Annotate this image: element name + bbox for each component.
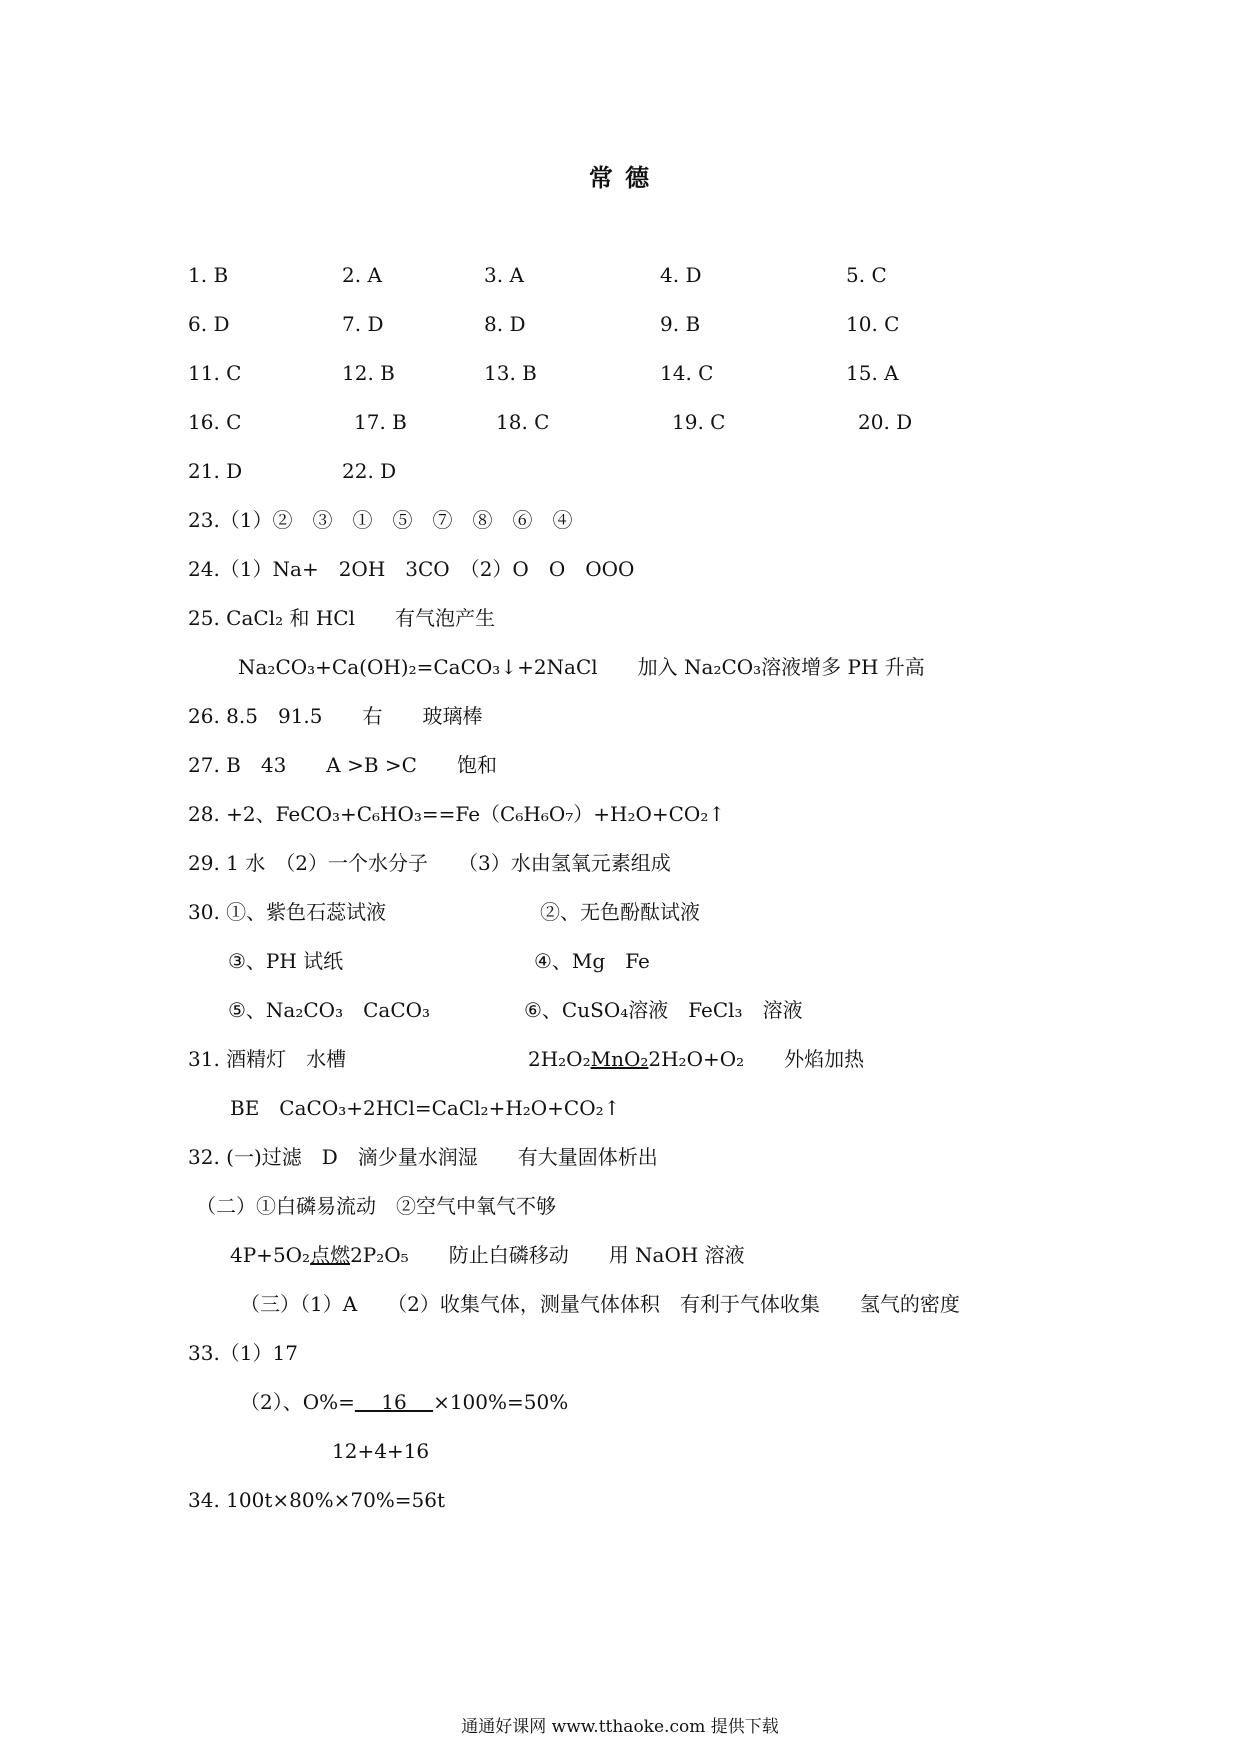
- answer-line-30-b1: ③、PH 试纸: [228, 949, 344, 973]
- answer-line-23: 23.（1）② ③ ① ⑤ ⑦ ⑧ ⑥ ④: [188, 508, 573, 532]
- answer-line-31-b: BE CaCO₃+2HCl=CaCl₂+H₂O+CO₂↑: [230, 1096, 621, 1120]
- answer-line-30-c2: ⑥、CuSO₄溶液 FeCl₃ 溶液: [524, 998, 803, 1022]
- mc-answer: 15. A: [846, 361, 899, 385]
- answer-line-29: 29. 1 水 （2）一个水分子 （3）水由氢氧元素组成: [188, 851, 671, 875]
- answer-line-33-a: 33.（1）17: [188, 1341, 298, 1365]
- answer-line-30-b2: ④、Mg Fe: [534, 949, 650, 973]
- mc-answer: 9. B: [660, 312, 701, 336]
- answer-line-28: 28. +2、FeCO₃+C₆HO₃==Fe（C₆H₆O₇）+H₂O+CO₂↑: [188, 802, 726, 826]
- mc-answer: 20. D: [858, 410, 913, 434]
- answer-line-33-b: [240, 1388, 568, 1416]
- mc-answer: 16. C: [188, 410, 242, 434]
- answer-line-25-cont: Na₂CO₃+Ca(OH)₂=CaCO₃↓+2NaCl 加入 Na₂CO₃溶液增多 PH 升高: [238, 655, 925, 679]
- mc-answer: 5. C: [846, 263, 887, 287]
- mc-answer: 1. B: [188, 263, 229, 287]
- formula-prefix: （2）、O%=: [240, 1390, 355, 1414]
- mc-answer: 11. C: [188, 361, 242, 385]
- mc-answer: 18. C: [496, 410, 550, 434]
- answer-line-25: 25. CaCl₂ 和 HCl 有气泡产生: [188, 606, 495, 630]
- product-text: 2P₂O₅ 防止白磷移动 用 NaOH 溶液: [350, 1243, 745, 1267]
- answer-line-31-a1: 31. 酒精灯 水槽: [188, 1047, 347, 1071]
- mc-answer: 21. D: [188, 459, 243, 483]
- answer-line-27: 27. B 43 A >B >C 饱和: [188, 753, 497, 777]
- answer-line-24: 24.（1）Na+ 2OH 3CO （2）O O OOO: [188, 557, 635, 581]
- mc-answer: 4. D: [660, 263, 702, 287]
- page-title: 常 德: [588, 163, 652, 192]
- answer-line-34: 34. 100t×80%×70%=56t: [188, 1488, 446, 1512]
- mc-answer: 17. B: [354, 410, 407, 434]
- mc-answer: 10. C: [846, 312, 900, 336]
- mc-answer: 7. D: [342, 312, 384, 336]
- mc-answer: 12. B: [342, 361, 395, 385]
- page-footer: 通通好课网 www.tthaoke.com 提供下载: [461, 1717, 779, 1737]
- mc-answer: 19. C: [672, 410, 726, 434]
- reactant-text: 2H₂O₂: [528, 1047, 591, 1071]
- mc-answer: 2. A: [342, 263, 382, 287]
- mc-answer: 6. D: [188, 312, 230, 336]
- mc-answer: 8. D: [484, 312, 526, 336]
- fraction-denominator: 12+4+16: [332, 1439, 430, 1463]
- answer-line-30-c1: ⑤、Na₂CO₃ CaCO₃: [228, 998, 431, 1022]
- answer-line-30-a1: 30. ①、紫色石蕊试液: [188, 900, 387, 924]
- mc-answer: 13. B: [484, 361, 537, 385]
- reactant-text: 4P+5O₂: [230, 1243, 311, 1267]
- answer-line-32-b: （二）①白磷易流动 ②空气中氧气不够: [196, 1194, 556, 1218]
- answer-line-31-a2: [528, 1045, 864, 1073]
- answer-line-32-c: [230, 1241, 745, 1269]
- answer-line-30-a2: ②、无色酚酞试液: [540, 900, 700, 924]
- catalyst-text: MnO₂: [590, 1047, 649, 1071]
- mc-answer: 3. A: [484, 263, 524, 287]
- answer-line-32-d: （三）（1）A （2）收集气体，测量气体体积 有利于气体收集 氢气的密度: [240, 1292, 960, 1316]
- mc-answer: 22. D: [342, 459, 397, 483]
- formula-suffix: ×100%=50%: [433, 1390, 569, 1414]
- fraction-numerator: 16: [354, 1390, 434, 1414]
- mc-answer: 14. C: [660, 361, 714, 385]
- condition-text: 点燃: [310, 1243, 351, 1267]
- answer-line-32-a: 32. (一)过滤 D 滴少量水润湿 有大量固体析出: [188, 1145, 658, 1169]
- product-text: 2H₂O+O₂ 外焰加热: [648, 1047, 865, 1071]
- answer-line-26: 26. 8.5 91.5 右 玻璃棒: [188, 704, 483, 728]
